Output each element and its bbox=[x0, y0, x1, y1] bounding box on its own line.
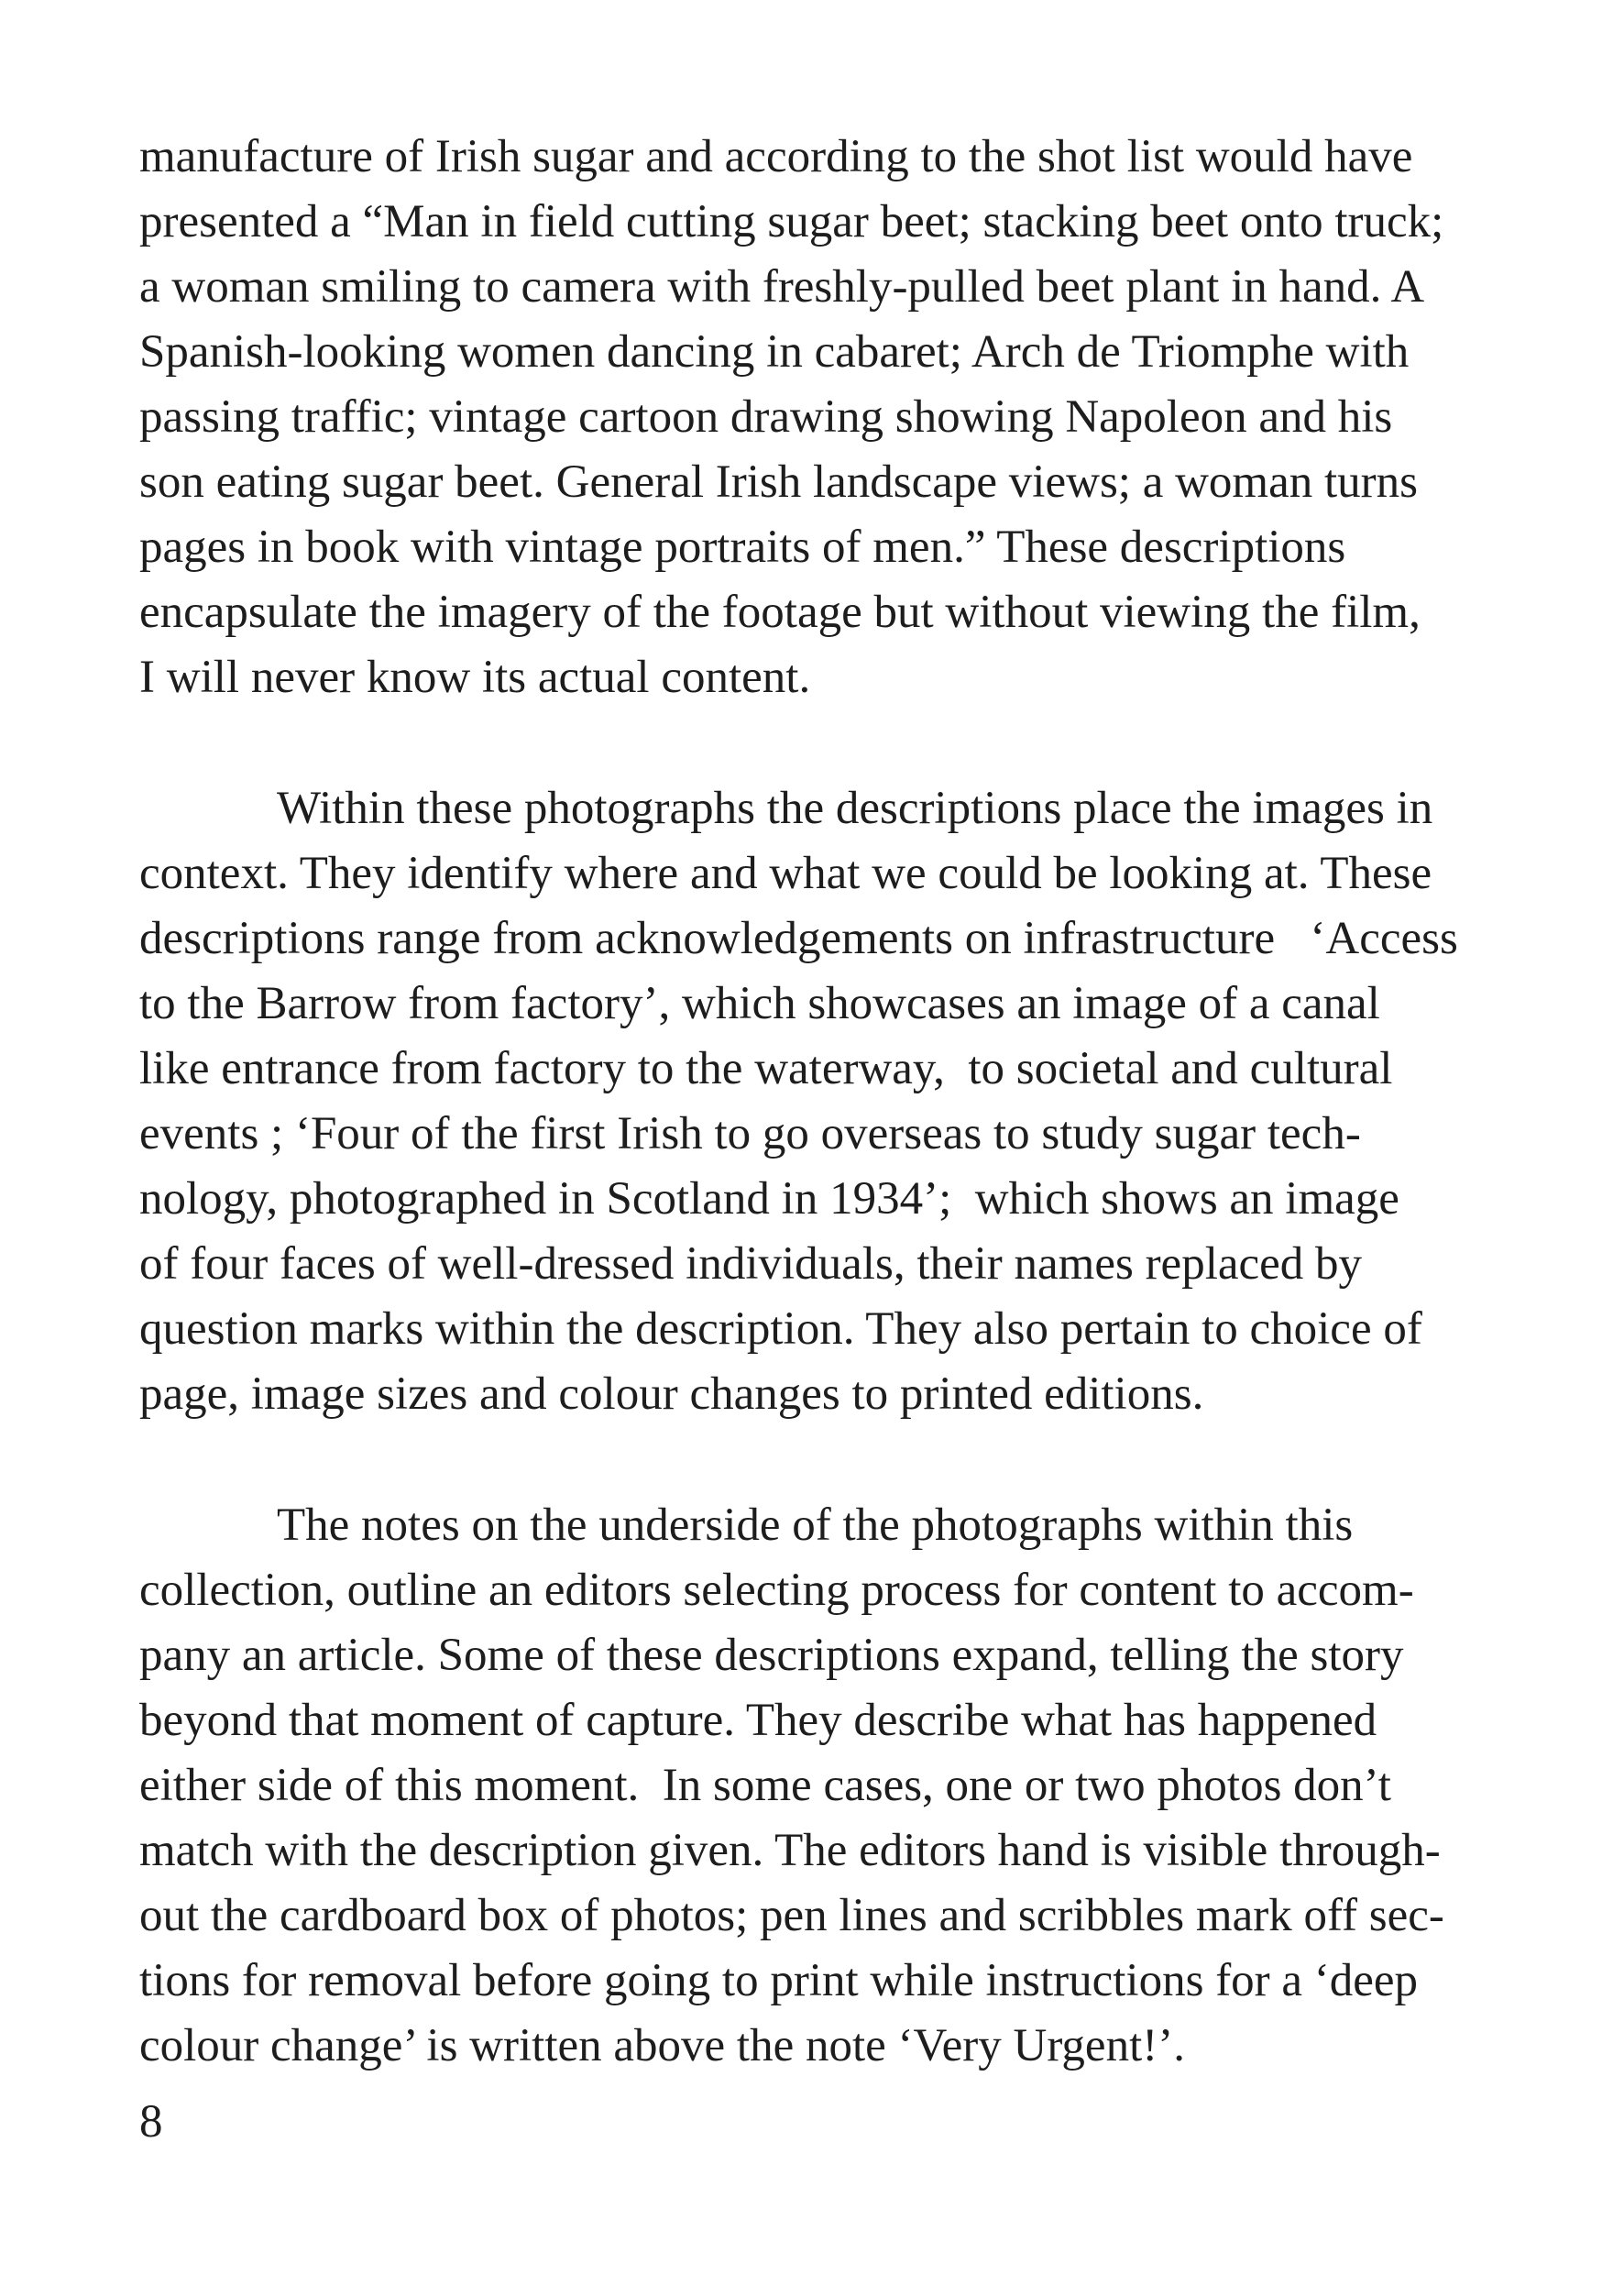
text-line: descriptions range from acknowledgements on infrastructure ‘Access bbox=[139, 913, 1458, 964]
text-line: question marks within the description. They also pertain to choice of bbox=[139, 1303, 1422, 1355]
text-line: to the Barrow from factory’, which showcases an image of a canal bbox=[139, 978, 1380, 1029]
text-line: Within these photographs the descriptions place the images in bbox=[277, 783, 1433, 834]
text-line: The notes on the underside of the photographs within this bbox=[277, 1500, 1354, 1551]
page-number: 8 bbox=[139, 2096, 163, 2148]
text-line: beyond that moment of capture. They describe what has happened bbox=[139, 1695, 1377, 1746]
paragraph-2 bbox=[139, 776, 1496, 1427]
text-line: Spanish-looking women dancing in cabaret; Arch de Triomphe with bbox=[139, 326, 1410, 378]
text-line: pages in book with vintage portraits of men.” These descriptions bbox=[139, 522, 1346, 573]
paragraph-1 bbox=[139, 125, 1496, 710]
text-line: of four faces of well-dressed individuals, their names replaced by bbox=[139, 1238, 1363, 1290]
text-line: I will never know its actual content. bbox=[139, 652, 811, 703]
text-line: pany an article. Some of these descriptions expand, telling the story bbox=[139, 1630, 1404, 1681]
text-line: passing traffic; vintage cartoon drawing showing Napoleon and his bbox=[139, 391, 1393, 443]
text-line: manufacture of Irish sugar and according to the shot list would have bbox=[139, 131, 1413, 182]
paragraph-3 bbox=[139, 1493, 1496, 2079]
body-text bbox=[139, 125, 1496, 2079]
text-line: colour change’ is written above the note ‘Very Urgent!’. bbox=[139, 2020, 1185, 2071]
text-line: match with the description given. The editors hand is visible through- bbox=[139, 1825, 1441, 1876]
text-line: tions for removal before going to print while instructions for a ‘deep bbox=[139, 1955, 1419, 2006]
text-line: son eating sugar beet. General Irish landscape views; a woman turns bbox=[139, 456, 1418, 508]
text-line: context. They identify where and what we could be looking at. These bbox=[139, 848, 1432, 899]
paragraph-spacer bbox=[139, 1427, 1496, 1493]
text-line: collection, outline an editors selecting process for content to accom- bbox=[139, 1565, 1414, 1616]
text-line: nology, photographed in Scotland in 1934’; which shows an image bbox=[139, 1173, 1399, 1225]
text-line: page, image sizes and colour changes to printed editions. bbox=[139, 1368, 1204, 1420]
text-line: out the cardboard box of photos; pen lines and scribbles mark off sec- bbox=[139, 1890, 1444, 1941]
text-line: presented a “Man in field cutting sugar beet; stacking beet onto truck; bbox=[139, 196, 1444, 247]
text-line: events ; ‘Four of the first Irish to go overseas to study sugar tech- bbox=[139, 1108, 1361, 1159]
text-line: either side of this moment. In some cases, one or two photos don’t bbox=[139, 1760, 1391, 1811]
text-line: encapsulate the imagery of the footage but without viewing the film, bbox=[139, 587, 1421, 638]
text-line: a woman smiling to camera with freshly-pulled beet plant in hand. A bbox=[139, 261, 1425, 313]
paragraph-spacer bbox=[139, 710, 1496, 776]
text-line: like entrance from factory to the waterway, to societal and cultural bbox=[139, 1043, 1393, 1094]
